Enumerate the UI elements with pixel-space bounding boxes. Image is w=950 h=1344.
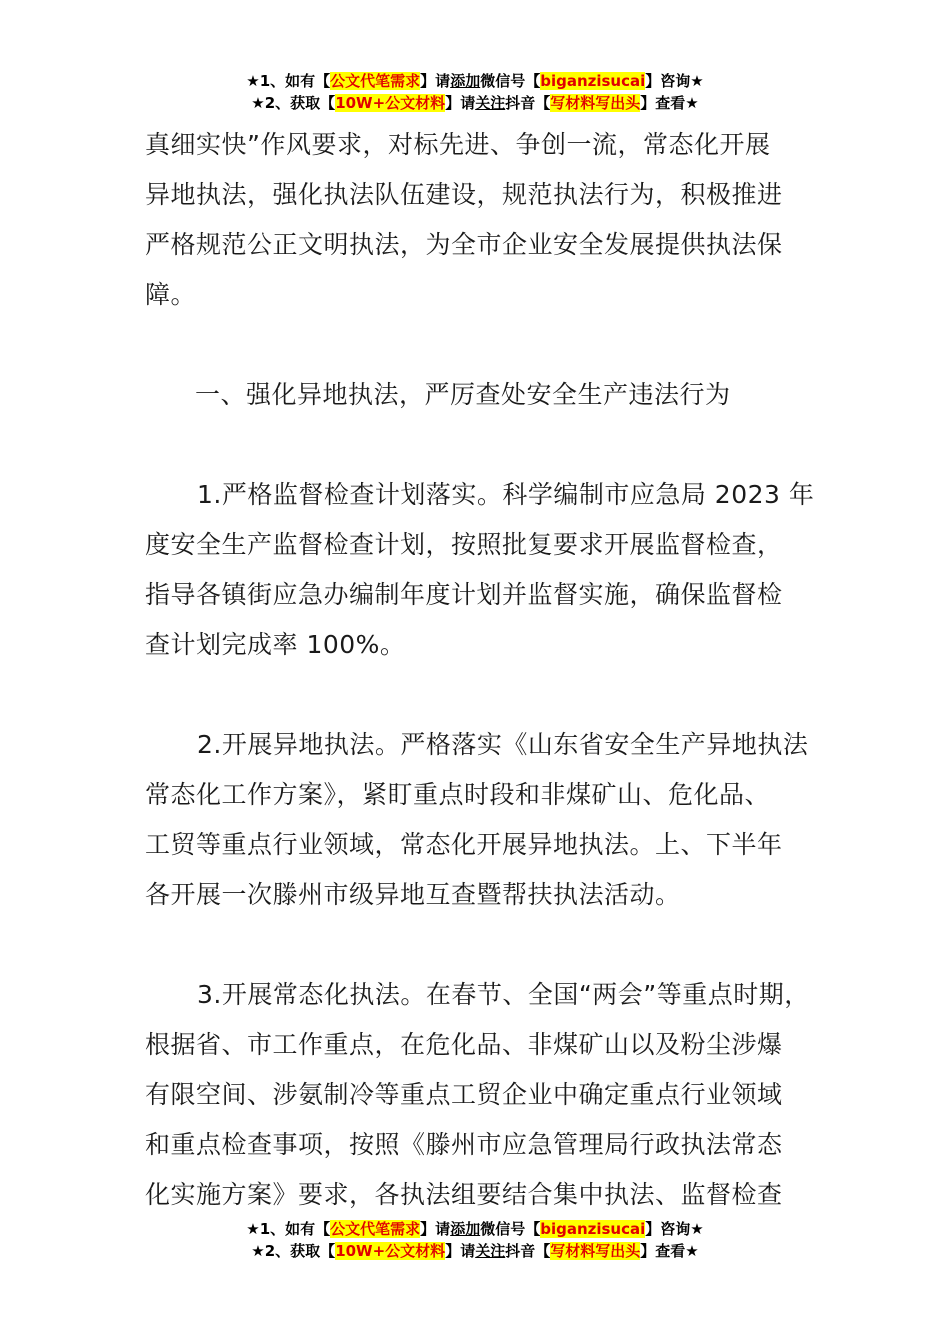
paragraph-gap bbox=[145, 920, 835, 970]
paragraph-gap bbox=[145, 420, 835, 470]
section-heading: 一、强化异地执法，严厉查处安全生产违法行为 bbox=[195, 380, 731, 409]
banner-text: 】请 bbox=[420, 1220, 451, 1238]
banner-highlight: 公文代笔需求 bbox=[330, 72, 421, 90]
paragraph-line: 真细实快”作风要求，对标先进、争创一流，常态化开展 bbox=[145, 130, 771, 159]
banner-text: 抖音【 bbox=[505, 94, 551, 112]
banner-highlight: biganzisucai bbox=[540, 72, 646, 90]
item-3-paragraph bbox=[145, 970, 835, 1220]
paragraph-line: 常态化工作方案》，紧盯重点时段和非煤矿山、危化品、 bbox=[145, 780, 771, 809]
banner-text: 】请 bbox=[420, 72, 451, 90]
paragraph-line: 1.严格监督检查计划落实。科学编制市应急局 2023 年 bbox=[197, 480, 815, 509]
paragraph-line: 和重点检查事项，按照《滕州市应急管理局行政执法常态 bbox=[145, 1130, 783, 1159]
item-1-paragraph bbox=[145, 470, 835, 670]
paragraph-gap bbox=[145, 320, 835, 370]
banner-underline: 添加 bbox=[450, 72, 481, 90]
paragraph-line: 3.开展常态化执法。在春节、全国“两会”等重点时期， bbox=[197, 980, 810, 1009]
banner-text: ★2、获取【 bbox=[251, 94, 336, 112]
banner-text: 微信号【 bbox=[480, 72, 541, 90]
banner-text: 】咨询★ bbox=[645, 1220, 704, 1238]
banner-text: 】查看★ bbox=[640, 1242, 699, 1260]
banner-highlight: 写材料写出头 bbox=[550, 94, 641, 112]
banner-text: 】请 bbox=[445, 94, 476, 112]
banner-text: 】请 bbox=[445, 1242, 476, 1260]
paragraph-line: 有限空间、涉氨制冷等重点工贸企业中确定重点行业领域 bbox=[145, 1080, 783, 1109]
banner-underline: 关注 bbox=[475, 1242, 506, 1260]
paragraph-line: 度安全生产监督检查计划，按照批复要求开展监督检查， bbox=[145, 530, 783, 559]
banner-line-2 bbox=[0, 1240, 950, 1262]
banner-line-1 bbox=[0, 1218, 950, 1240]
paragraph-line: 严格规范公正文明执法，为全市企业安全发展提供执法保 bbox=[145, 230, 783, 259]
banner-text: 】咨询★ bbox=[645, 72, 704, 90]
banner-highlight: biganzisucai bbox=[540, 1220, 646, 1238]
document-body bbox=[145, 120, 835, 1220]
banner-underline: 添加 bbox=[450, 1220, 481, 1238]
banner-highlight: 10W+公文材料 bbox=[335, 1242, 446, 1260]
paragraph-line: 异地执法，强化执法队伍建设，规范执法行为，积极推进 bbox=[145, 180, 783, 209]
header-banner bbox=[0, 70, 950, 114]
paragraph-line: 2.开展异地执法。严格落实《山东省安全生产异地执法 bbox=[197, 730, 809, 759]
paragraph-line: 工贸等重点行业领域，常态化开展异地执法。上、下半年 bbox=[145, 830, 783, 859]
footer-banner bbox=[0, 1218, 950, 1262]
paragraph-line: 障。 bbox=[145, 280, 197, 309]
banner-text: ★1、如有【 bbox=[246, 72, 331, 90]
item-2-paragraph bbox=[145, 720, 835, 920]
banner-text: 微信号【 bbox=[480, 1220, 541, 1238]
banner-highlight: 公文代笔需求 bbox=[330, 1220, 421, 1238]
paragraph-line: 查计划完成率 100%。 bbox=[145, 630, 406, 659]
banner-text: ★2、获取【 bbox=[251, 1242, 336, 1260]
paragraph-line: 指导各镇街应急办编制年度计划并监督实施，确保监督检 bbox=[145, 580, 783, 609]
paragraph-line: 化实施方案》要求，各执法组要结合集中执法、监督检查 bbox=[145, 1180, 783, 1209]
banner-text: 抖音【 bbox=[505, 1242, 551, 1260]
paragraph-line: 各开展一次滕州市级异地互查暨帮扶执法活动。 bbox=[145, 880, 681, 909]
banner-highlight: 10W+公文材料 bbox=[335, 94, 446, 112]
banner-underline: 关注 bbox=[475, 94, 506, 112]
paragraph-gap bbox=[145, 670, 835, 720]
banner-text: ★1、如有【 bbox=[246, 1220, 331, 1238]
banner-line-2 bbox=[0, 92, 950, 114]
paragraph-line: 根据省、市工作重点，在危化品、非煤矿山以及粉尘涉爆 bbox=[145, 1030, 783, 1059]
intro-paragraph bbox=[145, 120, 835, 320]
banner-highlight: 写材料写出头 bbox=[550, 1242, 641, 1260]
banner-line-1 bbox=[0, 70, 950, 92]
banner-text: 】查看★ bbox=[640, 94, 699, 112]
